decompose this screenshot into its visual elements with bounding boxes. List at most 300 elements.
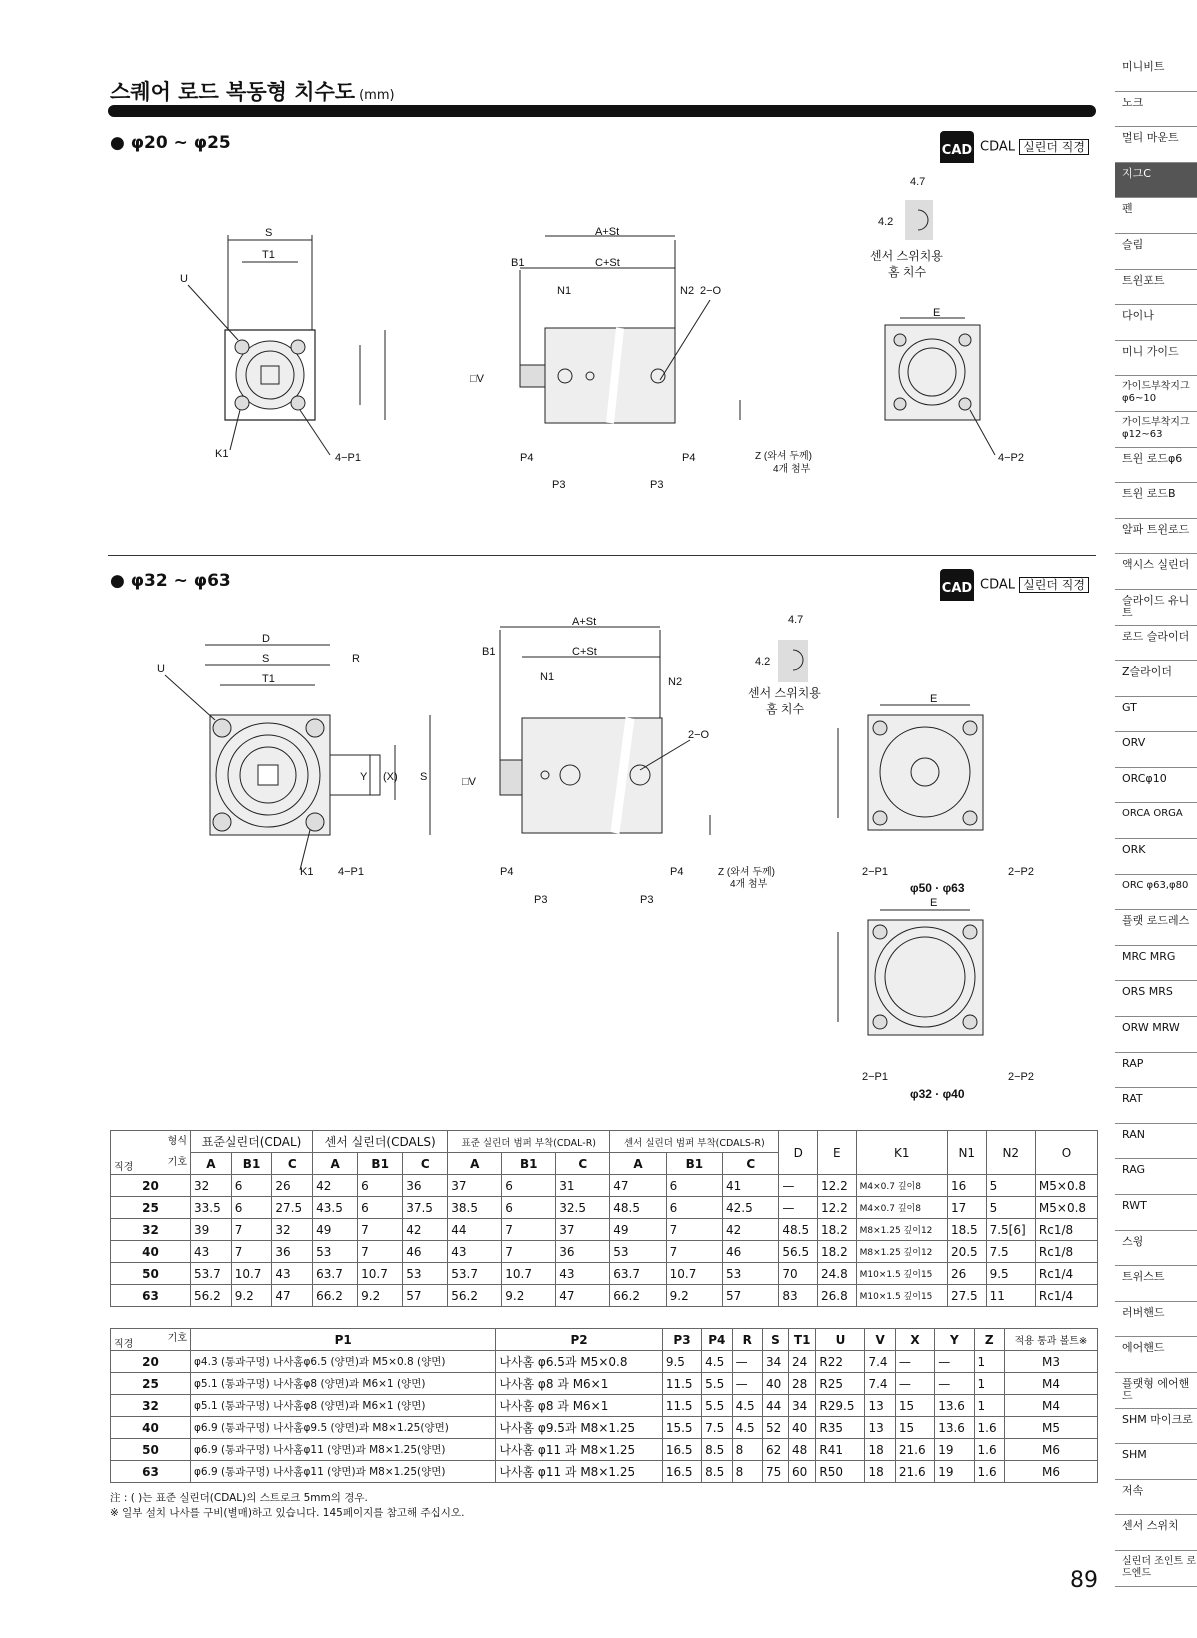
col-header: P4 [702, 1329, 732, 1351]
sidebar-item[interactable]: MRC MRG [1115, 946, 1197, 982]
group-cdal: 표준실린더(CDAL) [191, 1131, 313, 1153]
dim-s3: S [420, 771, 428, 783]
table-cell: 43 [556, 1263, 610, 1285]
table-cell: 43 [191, 1241, 232, 1263]
table-cell: R35 [816, 1417, 865, 1439]
table-cell: 8 [732, 1439, 762, 1461]
dim-p4-4: P4 [670, 866, 684, 878]
table-cell: 17 [947, 1197, 986, 1219]
table-cell: 42 [313, 1175, 358, 1197]
table-cell: 32.5 [556, 1197, 610, 1219]
table-cell: 36 [272, 1241, 313, 1263]
sidebar-item[interactable]: RWT [1115, 1195, 1197, 1231]
table-cell: φ6.9 (통과구멍) 나사홈φ9.5 (양면)과 M8×1.25(양면) [191, 1417, 496, 1439]
table-cell: Rc1/8 [1035, 1241, 1097, 1263]
col-n2: N2 [986, 1131, 1035, 1175]
table-row [111, 1373, 1098, 1395]
col-header: P1 [191, 1329, 496, 1351]
dim-s2: S [262, 653, 270, 665]
dim-n1-2: N1 [540, 671, 555, 683]
sidebar-item[interactable]: 스윙 [1115, 1231, 1197, 1267]
table-cell: 나사홈 φ8 과 M6×1 [496, 1395, 663, 1417]
table-cell: M5 [1004, 1417, 1097, 1439]
table-cell: 9.5 [986, 1263, 1035, 1285]
table-cell: — [732, 1373, 762, 1395]
table-cell: 7 [358, 1241, 403, 1263]
sidebar-item[interactable]: 노크 [1115, 92, 1197, 128]
table-row [111, 1351, 1098, 1373]
rear-view-large-2 [838, 910, 983, 1035]
sub-col: B1 [231, 1153, 272, 1175]
table-cell: 9.2 [358, 1285, 403, 1307]
sidebar-item[interactable]: 로드 슬라이더 [1115, 626, 1197, 662]
table-cell: 1.6 [974, 1439, 1004, 1461]
table-row [111, 1461, 1098, 1483]
table2-hdr-code: 기호 [167, 1333, 187, 1344]
sub-col: A [448, 1153, 502, 1175]
sidebar-item[interactable]: 저속 [1115, 1480, 1197, 1516]
table-cell: M10×1.5 깊이15 [856, 1263, 947, 1285]
sidebar-item[interactable]: ORS MRS [1115, 981, 1197, 1017]
table-cell: 47 [272, 1285, 313, 1307]
table-cell: 75 [762, 1461, 788, 1483]
table-cell: φ5.1 (통과구멍) 나사홈φ8 (양면)과 M6×1 (양면) [191, 1395, 496, 1417]
table-cell: 나사홈 φ11 과 M8×1.25 [496, 1439, 663, 1461]
cad-icon[interactable]: CAD [940, 569, 974, 601]
table-cell: — [935, 1351, 974, 1373]
sidebar-item[interactable]: GT [1115, 697, 1197, 733]
table-cell: 32 [111, 1219, 191, 1241]
table-cell: 8 [732, 1461, 762, 1483]
sidebar-item[interactable]: 액시스 실린더 [1115, 554, 1197, 590]
table-cell: 18 [865, 1439, 895, 1461]
dim-e-2: E [930, 693, 938, 705]
table-cell: 63 [111, 1285, 191, 1307]
table-cell: 21.6 [895, 1439, 934, 1461]
col-header: R [732, 1329, 762, 1351]
dim-t1: T1 [262, 249, 275, 261]
sidebar-item[interactable]: 트윈 로드B [1115, 483, 1197, 519]
table-cell: 32 [111, 1395, 191, 1417]
section-label-2: ● φ32 ~ φ63 [110, 571, 231, 591]
sidebar-item[interactable]: 실린더 조인트 로드엔드 [1115, 1551, 1197, 1587]
sidebar-item[interactable]: 플랫 로드레스 [1115, 910, 1197, 946]
dim-r: R [352, 653, 360, 665]
dim-p3-4: P3 [640, 894, 654, 906]
table-cell: 24.8 [818, 1263, 857, 1285]
dim-v: □V [470, 373, 484, 385]
rear-view-large-1 [778, 640, 983, 830]
table-cell: 18.2 [818, 1219, 857, 1241]
table-cell: 56.2 [448, 1285, 502, 1307]
table-cell: 36 [403, 1175, 448, 1197]
table-cell: 40 [762, 1373, 788, 1395]
table-cell: 11.5 [662, 1395, 701, 1417]
sidebar-item[interactable]: ORK [1115, 839, 1197, 875]
dim-n2-2: N2 [668, 676, 683, 688]
dim-z-3: Z (와셔 두께) [718, 867, 775, 878]
table-cell: 나사홈 φ9.5과 M8×1.25 [496, 1417, 663, 1439]
table-cell: 70 [779, 1263, 818, 1285]
spec-table-1 [110, 1130, 1098, 1307]
table-cell: 43.5 [313, 1197, 358, 1219]
table-cell: 9.5 [662, 1351, 701, 1373]
table-cell: Rc1/8 [1035, 1219, 1097, 1241]
table-cell: 25 [111, 1197, 191, 1219]
table-cell: 32 [272, 1219, 313, 1241]
sidebar-item[interactable]: RAN [1115, 1124, 1197, 1160]
table-cell: 53.7 [191, 1263, 232, 1285]
table-cell: 7.5[6] [986, 1219, 1035, 1241]
table-cell: R22 [816, 1351, 865, 1373]
table-cell: 49 [313, 1219, 358, 1241]
sidebar-item[interactable]: 슬라이드 유니트 [1115, 590, 1197, 626]
dim-o: 2−O [700, 285, 722, 297]
dim-p1c: 2−P1 [862, 1071, 888, 1083]
table-cell: 7 [666, 1241, 722, 1263]
table-cell: 1.6 [974, 1417, 1004, 1439]
sub-col: B1 [502, 1153, 556, 1175]
table-row [111, 1439, 1098, 1461]
sidebar-item[interactable]: 미니비트 [1115, 56, 1197, 92]
sidebar-item[interactable]: 알파 트윈로드 [1115, 519, 1197, 555]
table-cell: 44 [762, 1395, 788, 1417]
table-cell: R41 [816, 1439, 865, 1461]
table-cell: 48 [788, 1439, 815, 1461]
table-cell: 6 [231, 1175, 272, 1197]
dim-k1: K1 [215, 448, 229, 460]
table-cell: 63.7 [610, 1263, 666, 1285]
sidebar-item[interactable]: SHM [1115, 1444, 1197, 1480]
table-cell: 6 [358, 1197, 403, 1219]
sidebar-item[interactable]: 에어핸드 [1115, 1337, 1197, 1373]
table-cell: 63 [111, 1461, 191, 1483]
dim-e: E [933, 307, 941, 319]
dim-z: Z (와셔 두께) [755, 451, 812, 462]
table-cell: — [779, 1197, 818, 1219]
col-header: P3 [662, 1329, 701, 1351]
table1-hdr-type: 형식 [167, 1136, 187, 1147]
table-cell: — [895, 1373, 934, 1395]
table-cell: 21.6 [895, 1461, 934, 1483]
sidebar-item[interactable]: RAT [1115, 1088, 1197, 1124]
dim-b1: B1 [511, 257, 525, 269]
table-cell: 41 [723, 1175, 779, 1197]
table-cell: M3 [1004, 1351, 1097, 1373]
sub-col: B1 [358, 1153, 403, 1175]
table-cell: 47 [610, 1175, 666, 1197]
table-cell: 53 [313, 1241, 358, 1263]
table-cell: 13 [865, 1417, 895, 1439]
sidebar-item[interactable]: 펜 [1115, 198, 1197, 234]
table-cell: 32 [191, 1175, 232, 1197]
group-cdal-r: 표준 실린더 범퍼 부착(CDAL-R) [448, 1131, 610, 1153]
table-cell: 39 [191, 1219, 232, 1241]
table-cell: M8×1.25 깊이12 [856, 1241, 947, 1263]
table-cell: 5.5 [702, 1395, 732, 1417]
table-cell: M4×0.7 깊이8 [856, 1197, 947, 1219]
sidebar-item[interactable]: 미니 가이드 [1115, 341, 1197, 377]
dim-p4b: P4 [682, 452, 696, 464]
table-cell: φ5.1 (통과구멍) 나사홈φ8 (양면)과 M6×1 (양면) [191, 1373, 496, 1395]
sidebar-item[interactable]: ORC φ63,φ80 [1115, 875, 1197, 911]
table-row [111, 1395, 1098, 1417]
sub-col: A [610, 1153, 666, 1175]
dim-47-2: 4.7 [788, 614, 804, 626]
dim-b1-2: B1 [482, 646, 496, 658]
table-row [111, 1241, 1098, 1263]
title-text: 스퀘어 로드 복동형 치수도 [110, 80, 356, 104]
dim-p3-3: P3 [534, 894, 548, 906]
table-cell: 27.5 [947, 1285, 986, 1307]
table-cell: 7 [502, 1241, 556, 1263]
sidebar-item[interactable]: RAP [1115, 1053, 1197, 1089]
table-cell: 37.5 [403, 1197, 448, 1219]
table-cell: 50 [111, 1439, 191, 1461]
table-cell: 10.7 [666, 1263, 722, 1285]
sub-col: C [723, 1153, 779, 1175]
dim-a-st-2: A+St [572, 616, 597, 628]
sidebar-item[interactable]: 가이드부착지그 φ12~63 [1115, 412, 1197, 448]
sidebar-item[interactable]: 트윈포트 [1115, 270, 1197, 306]
side-view-large [500, 627, 710, 835]
table-cell: 83 [779, 1285, 818, 1307]
table-cell: 46 [403, 1241, 448, 1263]
table-cell: 20 [111, 1175, 191, 1197]
table-cell: 9.2 [502, 1285, 556, 1307]
col-header: T1 [788, 1329, 815, 1351]
dim-47: 4.7 [910, 176, 926, 188]
table-cell: 28 [788, 1373, 815, 1395]
table-cell: R25 [816, 1373, 865, 1395]
dim-a-st: A+St [595, 226, 620, 238]
table-cell: 나사홈 φ8 과 M6×1 [496, 1373, 663, 1395]
table-cell: 8.5 [702, 1439, 732, 1461]
dim-p4: P4 [520, 452, 534, 464]
table-cell: 53 [610, 1241, 666, 1263]
sensor-label: 센서 스위치용 [870, 249, 943, 263]
sensor-label-3: 센서 스위치용 [748, 686, 821, 700]
table-cell: 34 [788, 1395, 815, 1417]
col-n1: N1 [947, 1131, 986, 1175]
dim-d: D [262, 633, 270, 645]
table-cell: 40 [111, 1241, 191, 1263]
col-header: X [895, 1329, 934, 1351]
table-cell: 16.5 [662, 1461, 701, 1483]
dim-p1: 4−P1 [335, 452, 361, 464]
table-cell: 53 [403, 1263, 448, 1285]
table-cell: 20.5 [947, 1241, 986, 1263]
table-cell: 8.5 [702, 1461, 732, 1483]
table-cell: 53.7 [448, 1263, 502, 1285]
table-cell: M4×0.7 깊이8 [856, 1175, 947, 1197]
sidebar-item[interactable]: 멀티 마운트 [1115, 127, 1197, 163]
table-cell: M5×0.8 [1035, 1175, 1097, 1197]
table-cell: 10.7 [358, 1263, 403, 1285]
dim-p3b: P3 [650, 479, 664, 491]
table-cell: 9.2 [666, 1285, 722, 1307]
table-cell: 66.2 [313, 1285, 358, 1307]
sub-col: A [313, 1153, 358, 1175]
table-row [111, 1175, 1098, 1197]
dim-p1-2: 4−P1 [338, 866, 364, 878]
sub-col: A [191, 1153, 232, 1175]
sensor-label-2: 홈 치수 [888, 265, 927, 279]
dim-p4-3: P4 [500, 866, 514, 878]
sidebar-item[interactable]: ORCφ10 [1115, 768, 1197, 804]
group-cdals: 센서 실린더(CDALS) [313, 1131, 448, 1153]
dim-t1-2: T1 [262, 673, 275, 685]
sidebar-item[interactable]: 다이나 [1115, 305, 1197, 341]
table-cell: 7.5 [986, 1241, 1035, 1263]
sidebar-item[interactable]: ORV [1115, 732, 1197, 768]
table-cell: 15.5 [662, 1417, 701, 1439]
sensor-label-4: 홈 치수 [766, 702, 805, 716]
table-cell: 34 [762, 1351, 788, 1373]
section-label-1: ● φ20 ~ φ25 [110, 133, 231, 153]
table-cell: M4 [1004, 1395, 1097, 1417]
sub-col: C [403, 1153, 448, 1175]
sidebar-item[interactable]: SHM 마이크로 [1115, 1409, 1197, 1445]
sidebar-item[interactable]: RAG [1115, 1159, 1197, 1195]
front-view-large [165, 645, 430, 870]
table-cell: 57 [403, 1285, 448, 1307]
table-cell: 25 [111, 1373, 191, 1395]
table-cell: M6 [1004, 1439, 1097, 1461]
table-cell: 6 [231, 1197, 272, 1219]
table-cell: 40 [111, 1417, 191, 1439]
table-cell: Rc1/4 [1035, 1285, 1097, 1307]
dim-v-2: □V [462, 776, 476, 788]
table-cell: 47 [556, 1285, 610, 1307]
table-cell: 7 [231, 1219, 272, 1241]
sidebar-item[interactable]: 러버핸드 [1115, 1302, 1197, 1338]
table-cell: M8×1.25 깊이12 [856, 1219, 947, 1241]
table-cell: 9.2 [231, 1285, 272, 1307]
table-cell: 37 [448, 1175, 502, 1197]
table-cell: 13 [865, 1395, 895, 1417]
table-cell: 26.8 [818, 1285, 857, 1307]
dim-u: U [180, 273, 188, 285]
col-header: P2 [496, 1329, 663, 1351]
table-cell: 24 [788, 1351, 815, 1373]
table-cell: M4 [1004, 1373, 1097, 1395]
table-cell: 1 [974, 1373, 1004, 1395]
dim-42-2: 4.2 [755, 656, 771, 668]
table-cell: 63.7 [313, 1263, 358, 1285]
table-cell: 10.7 [231, 1263, 272, 1285]
table-cell: 7.4 [865, 1373, 895, 1395]
table-cell: 19 [935, 1461, 974, 1483]
table-cell: R50 [816, 1461, 865, 1483]
table-cell: 7 [502, 1219, 556, 1241]
table-cell: 6 [666, 1197, 722, 1219]
table-cell: 26 [947, 1263, 986, 1285]
table-cell: — [895, 1351, 934, 1373]
table-cell: 11 [986, 1285, 1035, 1307]
table-cell: 7 [358, 1219, 403, 1241]
table-cell: 18.2 [818, 1241, 857, 1263]
sidebar-item[interactable]: 트위스트 [1115, 1266, 1197, 1302]
table-cell: 42 [403, 1219, 448, 1241]
dim-k1-2: K1 [300, 866, 314, 878]
col-k1: K1 [856, 1131, 947, 1175]
table-row [111, 1219, 1098, 1241]
table-cell: 7 [231, 1241, 272, 1263]
table-cell: 50 [111, 1263, 191, 1285]
table-cell: 31 [556, 1175, 610, 1197]
table-cell: 40 [788, 1417, 815, 1439]
sidebar-nav [1115, 56, 1197, 1587]
table-cell: 38.5 [448, 1197, 502, 1219]
dim-z2: 4개 첨부 [773, 464, 811, 475]
front-view-small [188, 235, 385, 455]
dim-u2: U [157, 663, 165, 675]
table-cell: M5×0.8 [1035, 1197, 1097, 1219]
col-header: V [865, 1329, 895, 1351]
table-cell: 52 [762, 1417, 788, 1439]
sidebar-item[interactable]: ORCA ORGA [1115, 803, 1197, 839]
sidebar-item[interactable]: 가이드부착지그 φ6~10 [1115, 376, 1197, 412]
table-cell: 60 [788, 1461, 815, 1483]
title-unit: (mm) [359, 88, 395, 103]
dim-42: 4.2 [878, 216, 894, 228]
sidebar-item[interactable]: 센서 스위치 [1115, 1515, 1197, 1551]
sidebar-item[interactable]: ORW MRW [1115, 1017, 1197, 1053]
dim-p2: 4−P2 [998, 452, 1024, 464]
dim-p1b: 2−P1 [862, 866, 888, 878]
group-cdals-r: 센서 실린더 범퍼 부착(CDALS-R) [610, 1131, 779, 1153]
table-cell: 49 [610, 1219, 666, 1241]
cad-icon[interactable]: CAD [940, 131, 974, 163]
cad-note: 실린더 직경 [1019, 577, 1089, 593]
table-cell: 7.4 [865, 1351, 895, 1373]
table-cell: 1 [974, 1395, 1004, 1417]
table1-corner [111, 1131, 191, 1175]
dim-p3: P3 [552, 479, 566, 491]
table-cell: 53 [723, 1263, 779, 1285]
col-header: Y [935, 1329, 974, 1351]
table-cell: 44 [448, 1219, 502, 1241]
table-cell: 37 [556, 1219, 610, 1241]
table-cell: 57 [723, 1285, 779, 1307]
spec-table-2 [110, 1328, 1098, 1483]
dim-p2c: 2−P2 [1008, 1071, 1034, 1083]
sidebar-item[interactable]: 슬림 [1115, 234, 1197, 270]
table-cell: 27.5 [272, 1197, 313, 1219]
sidebar-item[interactable]: 플랫형 에어핸드 [1115, 1373, 1197, 1409]
sidebar-item[interactable]: 트윈 로드φ6 [1115, 448, 1197, 484]
sub-col: C [272, 1153, 313, 1175]
table-cell: 6 [358, 1175, 403, 1197]
table-cell: 6 [502, 1197, 556, 1219]
table-cell: — [935, 1373, 974, 1395]
table-cell: 7 [666, 1219, 722, 1241]
table-cell: 20 [111, 1351, 191, 1373]
table-cell: 6 [666, 1175, 722, 1197]
table-cell: 33.5 [191, 1197, 232, 1219]
sidebar-item[interactable]: 지그C [1115, 163, 1197, 199]
table-cell: M6 [1004, 1461, 1097, 1483]
sidebar-item[interactable]: Z슬라이더 [1115, 661, 1197, 697]
dim-o-2: 2−O [688, 729, 710, 741]
table-cell: 12.2 [818, 1197, 857, 1219]
sub-col: B1 [666, 1153, 722, 1175]
label-50-63: φ50 · φ63 [910, 881, 965, 895]
col-d: D [779, 1131, 818, 1175]
table-cell: 1.6 [974, 1461, 1004, 1483]
table-cell: 48.5 [610, 1197, 666, 1219]
